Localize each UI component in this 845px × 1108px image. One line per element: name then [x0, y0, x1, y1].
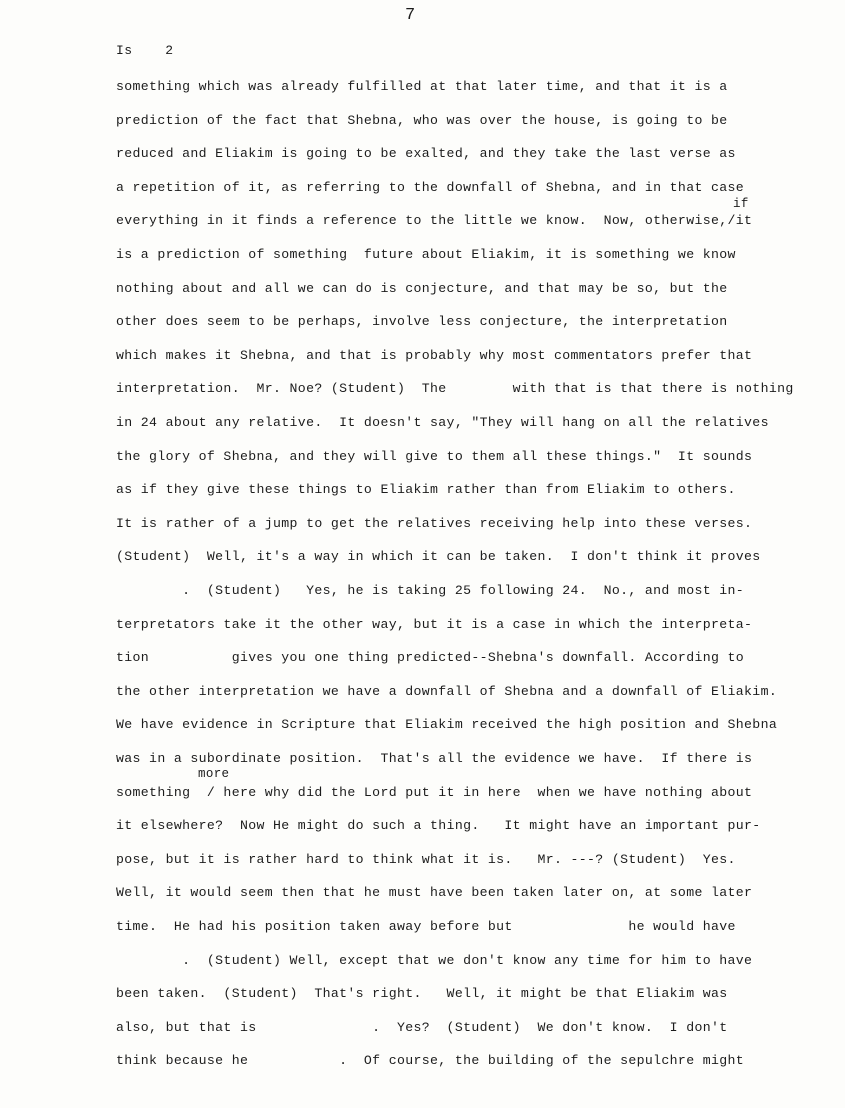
text-line: the other interpretation we have a downfall of Shebna and a downfall of Eliakim. — [116, 683, 778, 699]
text-line: in 24 about any relative. It doesn't say, "They will hang on all the relatives — [116, 415, 769, 430]
text-line: Well, it would seem then that he must have been taken later on, at some later — [116, 885, 753, 901]
text-line: . (Student) Yes, he is taking 25 following 24. No., and most in- — [116, 583, 745, 598]
text-line: it elsewhere? Now He might do such a thing. It might have an important pur- — [116, 818, 761, 834]
text-line: the glory of Shebna, and they will give to them all these things." It sounds — [116, 448, 753, 464]
text-line: pose, but it is rather hard to think what it is. Mr. ---? (Student) Yes. — [116, 851, 736, 867]
text-line: been taken. (Student) That's right. Well, it might be that Eliakim was — [116, 986, 728, 1002]
text-line: tion gives you one thing predicted--Shebna's downfall. According to — [116, 650, 745, 666]
text-line: other does seem to be perhaps, involve less conjecture, the interpretation — [116, 314, 728, 330]
text-line: terpretators take it the other way, but it is a case in which the interpreta- — [116, 616, 753, 632]
text-line: as if they give these things to Eliakim rather than from Eliakim to others. — [116, 482, 736, 498]
text-line: everything in it finds a reference to the little we know. Now, otherwise,/it — [116, 213, 753, 229]
section-reference: Is 2 — [116, 43, 174, 58]
text-line: We have evidence in Scripture that Eliakim received the high position and Shebna — [116, 717, 778, 733]
interlinear-word: if — [733, 197, 749, 212]
text-line: (Student) Well, it's a way in which it can be taken. I don't think it proves — [116, 549, 761, 565]
text-line: is a prediction of something future about Eliakim, it is something we know — [116, 247, 736, 262]
text-line: prediction of the fact that Shebna, who was over the house, is going to be — [116, 112, 728, 128]
text-line: also, but that is . Yes? (Student) We don't know. I don't — [116, 1019, 728, 1035]
text-line: time. He had his position taken away before but he would have — [116, 919, 736, 934]
text-line: a repetition of it, as referring to the downfall of Shebna, and in that case — [116, 179, 745, 195]
interlinear-word: more — [198, 766, 230, 781]
text-line: something / here why did the Lord put it in here when we have nothing about — [116, 784, 753, 800]
page-number: 7 — [405, 6, 416, 25]
text-line: something which was already fulfilled at that later time, and that it is a — [116, 79, 728, 94]
text-line: It is rather of a jump to get the relatives receiving help into these verses. — [116, 515, 753, 531]
text-line: nothing about and all we can do is conjecture, and that may be so, but the — [116, 280, 728, 296]
text-line: was in a subordinate position. That's all the evidence we have. If there is — [116, 751, 753, 766]
text-line: reduced and Eliakim is going to be exalted, and they take the last verse as — [116, 146, 736, 162]
text-line: . (Student) Well, except that we don't know any time for him to have — [116, 952, 753, 968]
text-line: which makes it Shebna, and that is probably why most commentators prefer that — [116, 347, 753, 363]
text-line: think because he . Of course, the building of the sepulchre might — [116, 1053, 745, 1069]
text-line: interpretation. Mr. Noe? (Student) The with that is that there is nothing — [116, 381, 794, 397]
